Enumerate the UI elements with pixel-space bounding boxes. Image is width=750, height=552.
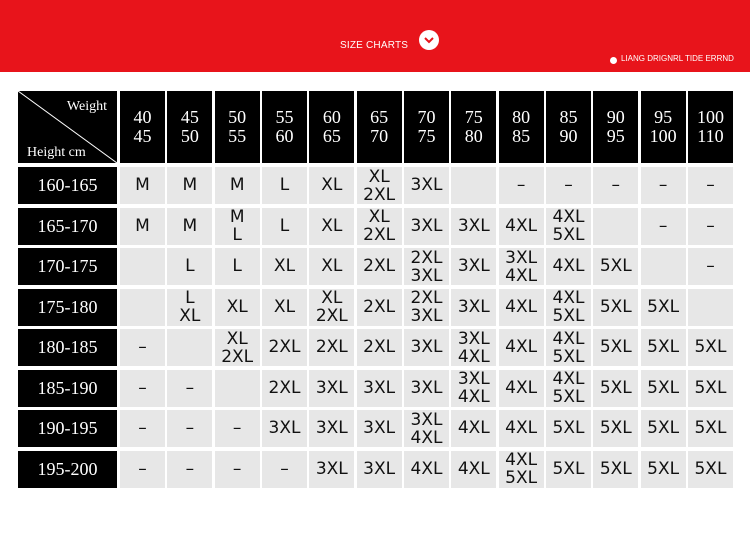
weight-column-header (688, 91, 733, 163)
weight-value: 60 (275, 126, 294, 146)
size-value: 3XL (410, 175, 443, 195)
size-cell (546, 370, 591, 407)
size-cell (546, 208, 591, 245)
weight-column-header (593, 91, 638, 163)
size-cell (688, 248, 733, 285)
size-value: L (279, 215, 290, 236)
height-row-header: 195-200 (18, 451, 117, 488)
weight-value: 55 (275, 107, 294, 127)
size-cell (641, 451, 686, 488)
size-value: 5XL (599, 256, 632, 276)
size-value: 5XL (599, 458, 632, 479)
size-cell (215, 167, 260, 204)
size-value: 4XL (505, 215, 538, 236)
size-value: 2XL (363, 337, 396, 357)
size-value: XL (226, 296, 248, 317)
size-value: XL (273, 256, 296, 276)
size-value: 5XL (599, 296, 632, 317)
size-cell (167, 248, 212, 285)
weight-value: 45 (133, 126, 152, 146)
size-cell (404, 248, 449, 285)
size-value: – (185, 377, 195, 398)
weight-column-header (120, 91, 165, 163)
size-cell (641, 329, 686, 366)
size-value: – (564, 175, 573, 195)
size-value: 5XL (694, 458, 727, 479)
size-value: 4XL (552, 288, 585, 308)
size-value: 4XL (410, 427, 443, 448)
weight-value: 70 (417, 107, 436, 127)
size-cell (688, 410, 733, 447)
size-value: 2XL (221, 346, 254, 367)
size-cell (262, 410, 307, 447)
size-cell (593, 370, 638, 407)
weight-column-header (404, 91, 449, 163)
size-cell (357, 370, 402, 407)
size-value: 5XL (552, 346, 585, 367)
size-value: 3XL (410, 215, 443, 236)
size-cell (451, 289, 496, 326)
size-value: M (182, 175, 198, 195)
size-value: 2XL (363, 296, 396, 317)
weight-column-header (357, 91, 402, 163)
size-value: 3XL (410, 337, 443, 357)
size-value: – (138, 377, 147, 398)
size-cell (641, 289, 686, 326)
size-value: 3XL (268, 418, 301, 438)
size-cell (215, 289, 260, 326)
size-cell (309, 451, 354, 488)
size-cell (546, 410, 591, 447)
weight-column-header (309, 91, 354, 163)
size-cell (262, 451, 307, 488)
height-row-header: 165-170 (18, 208, 117, 245)
size-cell (215, 410, 260, 447)
size-cell (167, 329, 212, 366)
size-value: 3XL (410, 306, 443, 326)
weight-value: 65 (322, 126, 341, 146)
size-cell (593, 289, 638, 326)
corner-header (18, 91, 117, 163)
weight-value: 100 (649, 126, 677, 146)
height-row-header: 160-165 (18, 167, 117, 204)
height-row-header: 185-190 (18, 370, 117, 407)
weight-column-header (546, 91, 591, 163)
size-cell (357, 410, 402, 447)
weight-label: Weight (66, 99, 107, 114)
size-value: 3XL (457, 328, 490, 349)
size-value: 4XL (552, 207, 585, 227)
size-cell (593, 208, 638, 245)
size-value: – (280, 458, 289, 479)
size-value: 2XL (410, 288, 443, 308)
size-cell (167, 289, 212, 326)
size-value: M (229, 207, 245, 227)
size-value: 5XL (694, 377, 727, 398)
size-cell (451, 410, 496, 447)
size-value: 3XL (315, 377, 348, 398)
size-cell (641, 370, 686, 407)
weight-value: 50 (180, 126, 199, 146)
size-value: 4XL (505, 450, 538, 470)
size-cell (262, 370, 307, 407)
size-value: – (611, 175, 621, 195)
size-cell (641, 248, 686, 285)
size-value: 5XL (647, 418, 680, 438)
height-row-header: 180-185 (18, 329, 117, 366)
size-value: 5XL (599, 418, 632, 438)
size-cell (357, 248, 402, 285)
size-value: 5XL (552, 306, 585, 326)
size-value: 3XL (410, 409, 443, 430)
size-cell (215, 208, 260, 245)
weight-value: 45 (180, 107, 199, 127)
size-value: 3XL (457, 215, 490, 236)
size-value: – (658, 215, 668, 236)
size-value: 3XL (410, 377, 443, 398)
size-cell (167, 208, 212, 245)
weight-value: 90 (606, 107, 625, 127)
size-cell (451, 208, 496, 245)
size-value: 3XL (457, 369, 490, 389)
size-cell (499, 370, 544, 407)
size-value: 5XL (505, 468, 538, 488)
size-cell (357, 167, 402, 204)
size-cell (593, 451, 638, 488)
size-cell (499, 208, 544, 245)
size-cell (593, 329, 638, 366)
size-value: 3XL (315, 458, 348, 479)
size-cell (120, 208, 165, 245)
size-cell (309, 370, 354, 407)
weight-value: 70 (370, 126, 389, 146)
size-value: XL (368, 166, 390, 187)
size-value: L (185, 288, 195, 308)
size-value: L (279, 175, 290, 195)
size-cell (688, 208, 733, 245)
size-value: 5XL (694, 418, 727, 438)
size-cell (357, 289, 402, 326)
size-value: 5XL (552, 387, 585, 407)
size-cell (357, 451, 402, 488)
size-value: 2XL (315, 306, 348, 326)
size-value: 2XL (363, 184, 396, 205)
size-value: 2XL (315, 337, 348, 357)
size-cell (688, 451, 733, 488)
size-cell (451, 370, 496, 407)
size-value: XL (179, 306, 201, 326)
size-value: 4XL (552, 256, 585, 276)
size-cell (499, 451, 544, 488)
size-cell (215, 248, 260, 285)
size-value: 5XL (552, 458, 585, 479)
size-cell (451, 451, 496, 488)
size-value: 3XL (363, 418, 396, 438)
weight-value: 40 (133, 107, 152, 127)
size-value: 3XL (410, 265, 443, 286)
weight-value: 60 (322, 107, 341, 127)
size-cell (120, 289, 165, 326)
size-cell (309, 329, 354, 366)
size-value: XL (321, 256, 343, 276)
size-value: 4XL (505, 265, 538, 286)
size-value: – (706, 256, 715, 276)
size-cell (499, 248, 544, 285)
size-cell (120, 451, 165, 488)
size-charts-title: SIZE CHARTS (340, 40, 409, 51)
size-value: 5XL (647, 377, 680, 398)
size-value: 4XL (505, 337, 538, 357)
size-cell (215, 329, 260, 366)
size-value: 5XL (647, 458, 680, 479)
size-value: 4XL (410, 458, 443, 479)
weight-column-header (215, 91, 260, 163)
weight-value: 55 (228, 126, 247, 146)
size-value: 3XL (457, 256, 490, 276)
size-cell (499, 289, 544, 326)
size-value: – (706, 175, 715, 195)
size-value: L (232, 256, 242, 276)
size-value: 3XL (315, 418, 348, 438)
size-value: 5XL (599, 377, 632, 398)
size-cell (404, 167, 449, 204)
size-cell (499, 167, 544, 204)
size-value: 5XL (599, 337, 632, 357)
weight-column-header (499, 91, 544, 163)
size-value: – (138, 458, 147, 479)
size-cell (546, 248, 591, 285)
header-banner (0, 0, 750, 72)
brand-text: LIANG DRIGNRL TIDE ERRND (621, 54, 734, 63)
size-cell (404, 451, 449, 488)
size-cell (167, 370, 212, 407)
weight-value: 75 (417, 126, 436, 146)
size-value: L (232, 225, 242, 245)
size-value: – (232, 418, 242, 438)
size-cell (357, 329, 402, 366)
weight-value: 75 (464, 107, 483, 127)
size-value: XL (321, 215, 343, 236)
size-cell (215, 451, 260, 488)
size-cell (593, 410, 638, 447)
size-value: 2XL (410, 247, 443, 268)
size-cell (499, 329, 544, 366)
size-value: – (185, 418, 195, 438)
size-value: M (229, 175, 245, 195)
weight-value: 65 (370, 107, 389, 127)
size-cell (309, 208, 354, 245)
size-cell (688, 329, 733, 366)
weight-value: 85 (559, 107, 578, 127)
size-value: 5XL (647, 296, 680, 317)
size-value: 5XL (552, 225, 585, 245)
size-cell (451, 248, 496, 285)
size-cell (499, 410, 544, 447)
size-value: XL (273, 296, 296, 317)
weight-column-header (451, 91, 496, 163)
size-cell (262, 248, 307, 285)
size-value: L (185, 256, 195, 276)
size-cell (688, 370, 733, 407)
size-value: 3XL (457, 296, 490, 317)
size-cell (688, 167, 733, 204)
size-cell (546, 451, 591, 488)
size-cell (262, 167, 307, 204)
weight-column-header (641, 91, 686, 163)
size-cell (404, 289, 449, 326)
size-cell (262, 329, 307, 366)
size-value: 4XL (505, 418, 538, 438)
size-value: 5XL (694, 337, 727, 357)
size-cell (593, 167, 638, 204)
weight-column-header (167, 91, 212, 163)
size-cell (593, 248, 638, 285)
size-cell (262, 208, 307, 245)
size-cell (262, 289, 307, 326)
size-value: – (232, 458, 242, 479)
size-cell (357, 208, 402, 245)
dot-icon (610, 57, 617, 64)
size-cell (546, 289, 591, 326)
size-value: – (658, 175, 668, 195)
size-value: – (138, 337, 147, 357)
size-value: M (182, 215, 198, 236)
weight-value: 50 (228, 107, 247, 127)
size-cell (120, 410, 165, 447)
weight-value: 110 (697, 126, 724, 146)
size-cell (404, 208, 449, 245)
size-cell (451, 329, 496, 366)
size-value: 3XL (363, 458, 396, 479)
weight-column-header (262, 91, 307, 163)
weight-value: 100 (696, 107, 724, 127)
size-cell (641, 410, 686, 447)
size-cell (309, 248, 354, 285)
weight-value: 95 (606, 126, 625, 146)
size-cell (309, 289, 354, 326)
size-cell (167, 167, 212, 204)
height-row-header: 175-180 (18, 289, 117, 326)
size-value: 4XL (457, 418, 490, 438)
weight-value: 95 (654, 107, 673, 127)
size-value: 3XL (505, 247, 538, 268)
size-value: 4XL (552, 369, 585, 389)
size-cell (546, 329, 591, 366)
size-cell (167, 410, 212, 447)
size-value: XL (321, 288, 343, 308)
chevron-down-icon[interactable] (419, 30, 439, 50)
size-cell (641, 208, 686, 245)
size-cell (120, 329, 165, 366)
size-cell (309, 410, 354, 447)
height-label: Height cm (27, 145, 86, 160)
height-row-header: 190-195 (18, 410, 117, 447)
size-value: 4XL (457, 458, 490, 479)
size-value: 4XL (552, 328, 585, 349)
size-value: 4XL (457, 346, 490, 367)
size-value: 2XL (363, 225, 396, 245)
weight-value: 85 (512, 126, 531, 146)
size-cell (120, 167, 165, 204)
size-value: XL (368, 207, 390, 227)
size-cell (404, 329, 449, 366)
size-value: XL (321, 175, 343, 195)
weight-value: 80 (464, 126, 483, 146)
size-cell (215, 370, 260, 407)
size-cell (451, 167, 496, 204)
size-cell (404, 410, 449, 447)
size-value: M (135, 215, 150, 236)
size-value: XL (226, 328, 248, 349)
size-value: M (135, 175, 150, 195)
size-cell (120, 370, 165, 407)
size-value: – (138, 418, 147, 438)
size-value: – (185, 458, 195, 479)
size-cell (546, 167, 591, 204)
size-value: 3XL (363, 377, 396, 398)
size-cell (309, 167, 354, 204)
size-cell (404, 370, 449, 407)
weight-value: 90 (559, 126, 578, 146)
size-value: – (706, 215, 715, 236)
size-value: 5XL (647, 337, 680, 357)
size-value: 4XL (457, 387, 490, 407)
size-cell (641, 167, 686, 204)
size-value: 2XL (363, 256, 396, 276)
size-value: 4XL (505, 377, 538, 398)
size-value: – (516, 175, 526, 195)
size-value: 5XL (552, 418, 585, 438)
size-cell (167, 451, 212, 488)
size-cell (120, 248, 165, 285)
size-cell (688, 289, 733, 326)
size-value: 2XL (268, 337, 301, 357)
weight-value: 80 (512, 107, 531, 127)
size-value: 4XL (505, 296, 538, 317)
size-value: 2XL (268, 377, 301, 398)
height-row-header: 170-175 (18, 248, 117, 285)
